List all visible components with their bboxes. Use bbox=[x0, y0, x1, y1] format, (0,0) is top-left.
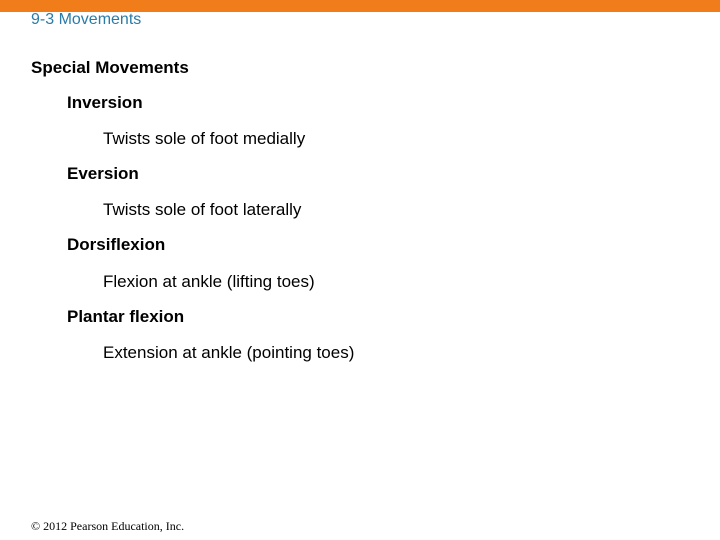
copyright-footer: © 2012 Pearson Education, Inc. bbox=[31, 519, 185, 533]
slide-heading: Special Movements bbox=[31, 58, 189, 77]
description-eversion: Twists sole of foot laterally bbox=[103, 200, 302, 219]
section-title: 9-3 Movements bbox=[31, 11, 142, 28]
description-dorsiflexion: Flexion at ankle (lifting toes) bbox=[103, 272, 315, 291]
term-eversion: Eversion bbox=[67, 164, 139, 183]
term-inversion: Inversion bbox=[67, 93, 143, 112]
description-plantar-flexion: Extension at ankle (pointing toes) bbox=[103, 343, 355, 362]
term-plantar-flexion: Plantar flexion bbox=[67, 307, 185, 326]
term-dorsiflexion: Dorsiflexion bbox=[67, 235, 166, 254]
description-inversion: Twists sole of foot medially bbox=[103, 129, 306, 148]
